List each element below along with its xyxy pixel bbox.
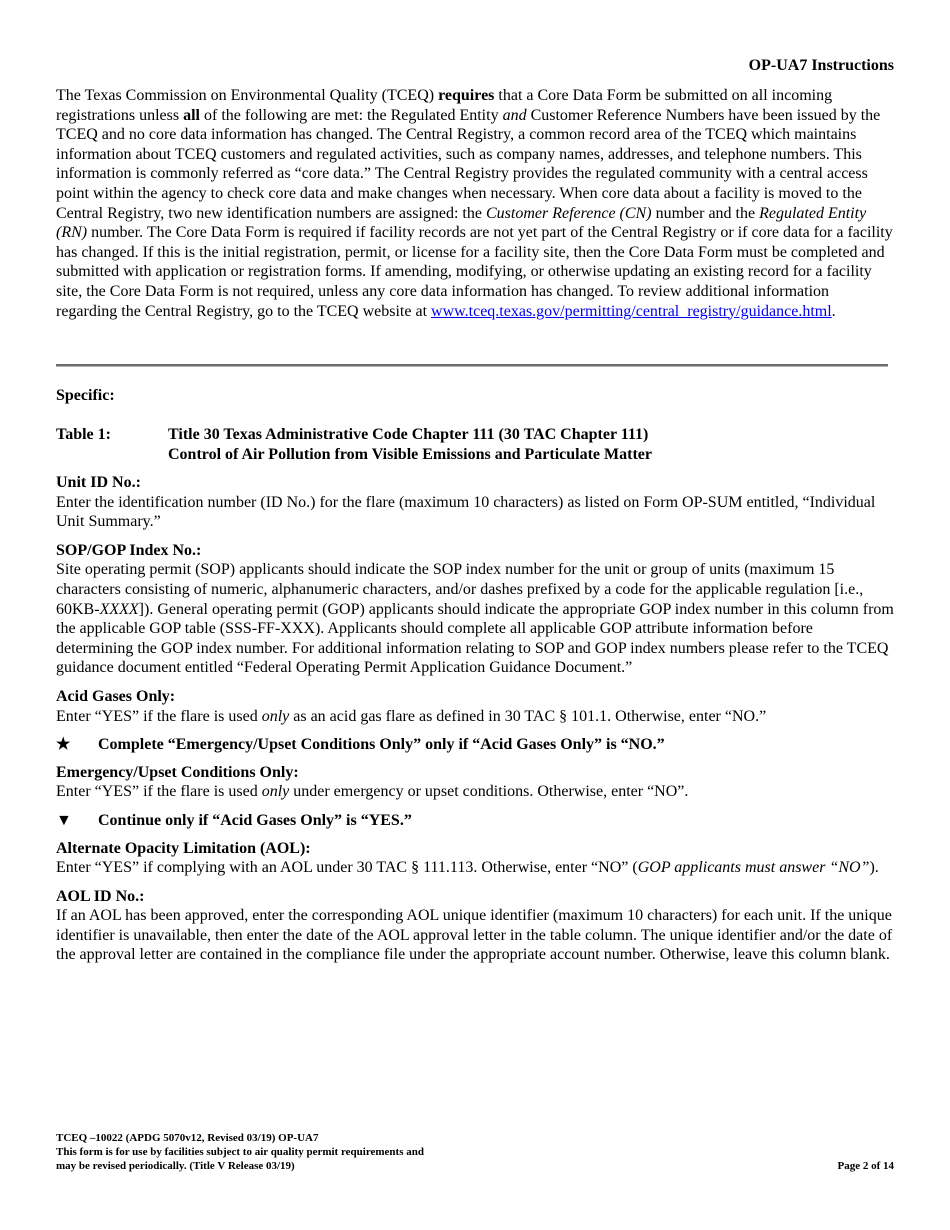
intro-text: of the following are met: the Regulated Entity bbox=[199, 106, 503, 124]
intro-text: The Texas Commission on Environmental Quality (TCEQ) bbox=[56, 87, 439, 104]
section-text: Enter “YES” if the flare is used bbox=[56, 783, 262, 801]
intro-text: that a Core Data Form be submitted on all incoming registrations unless bbox=[56, 87, 833, 124]
intro-text: Customer Reference Numbers have been issued by the TCEQ and no core data information has changed. The Central Registry, a common record area of the TCEQ which maintains information about TCEQ customers and regulated activities, such as company names, addresses, and telephone numbers. This information is commonly referred as “core data.” The Central Registry provides the regulated community with a central access point within the agency to check core data and make changes when necessary. When core data about a facility is moved to the Central Registry, two new identification numbers are assigned: the bbox=[56, 106, 881, 222]
section-heading: Alternate Opacity Limitation (AOL): bbox=[56, 839, 311, 857]
section-text: under emergency or upset conditions. Otherwise, enter “NO”. bbox=[289, 783, 689, 801]
section-text: Enter “YES” if complying with an AOL under 30 TAC § 111.113. Otherwise, enter “NO” ( bbox=[56, 859, 638, 877]
page-number: Page 2 of 14 bbox=[837, 1160, 894, 1172]
intro-term-rn: Regulated Entity (RN) bbox=[56, 204, 867, 242]
acid-gases-section bbox=[56, 687, 894, 726]
section-body bbox=[56, 560, 894, 678]
aol-section bbox=[56, 839, 894, 878]
triangle-down-icon: ▼ bbox=[56, 811, 72, 829]
unit-id-section bbox=[56, 473, 894, 532]
section-text: ). bbox=[869, 859, 879, 877]
intro-emphasis-requires: requires bbox=[438, 87, 495, 104]
specific-heading: Specific: bbox=[56, 387, 115, 404]
section-text: as an acid gas flare as defined in 30 TAC § 101.1. Otherwise, enter “NO.” bbox=[289, 707, 767, 725]
star-icon: ★ bbox=[56, 736, 71, 754]
section-body bbox=[56, 782, 894, 802]
page-header-title: OP-UA7 Instructions bbox=[748, 57, 894, 74]
table-titles bbox=[168, 425, 652, 464]
section-body: Enter the identification number (ID No.) for the flare (maximum 10 characters) as listed on Form OP-SUM entitled, “Individual Unit Summary.” bbox=[56, 493, 876, 531]
intro-term-cn: Customer Reference (CN) bbox=[485, 204, 652, 222]
intro-text: number and the bbox=[651, 204, 760, 222]
intro-text: number. The Core Data Form is required if facility records are not yet part of the Central Registry or if core data for a facility has changed. If this is the initial registration, permit, or license for a facility site, then the Core Data Form must be completed and submitted with application or registration forms. If amending, modifying, or otherwise updating an existing record for a facility site, the Core Data Form is not required, unless any core data information has changed. To review additional information regarding the Central Registry, go to the TCEQ website at bbox=[56, 224, 893, 320]
section-divider bbox=[56, 364, 888, 367]
section-italic: only bbox=[261, 783, 290, 801]
page-footer bbox=[56, 1131, 894, 1173]
section-italic: GOP applicants must answer “NO” bbox=[637, 859, 870, 877]
sop-gop-section bbox=[56, 541, 894, 678]
table-number: Table 1: bbox=[56, 426, 111, 443]
section-italic: only bbox=[261, 707, 290, 725]
section-body bbox=[56, 707, 894, 727]
intro-text: . bbox=[831, 302, 836, 320]
instruction-note bbox=[56, 811, 894, 831]
section-heading: Acid Gases Only: bbox=[56, 687, 176, 705]
instruction-note bbox=[56, 735, 894, 755]
section-text: Enter “YES” if the flare is used bbox=[56, 707, 262, 725]
central-registry-link[interactable]: www.tceq.texas.gov/permitting/central_registry/guidance.html bbox=[431, 302, 832, 320]
note-text: Complete “Emergency/Upset Conditions Only” only if “Acid Gases Only” is “NO.” bbox=[98, 736, 665, 754]
note-text: Continue only if “Acid Gases Only” is “YES.” bbox=[98, 811, 412, 829]
section-text: Site operating permit (SOP) applicants should indicate the SOP index number for the unit or group of units (maximum 15 characters consisting of numeric, alphanumeric characters, and/or dashes prefixed by a code for the applicable regulation [i.e., 60KB- bbox=[56, 561, 864, 618]
intro-emphasis-and: and bbox=[502, 106, 527, 124]
section-heading: Unit ID No.: bbox=[56, 474, 141, 491]
section-body bbox=[56, 858, 894, 878]
field-instructions bbox=[56, 473, 894, 974]
section-body: If an AOL has been approved, enter the corresponding AOL unique identifier (maximum 10 characters) for each unit. If the unique identifier is unavailable, then enter the date of the AOL approval letter in the table column. The unique identifier and/or the date of the approval letter are contained in the compliance file under the appropriate account number. Otherwise, leave this column blank. bbox=[56, 907, 893, 964]
intro-emphasis-all: all bbox=[183, 106, 200, 124]
aol-id-section bbox=[56, 887, 894, 965]
footer-usage-note: This form is for use by facilities subject to air quality permit requirements and bbox=[56, 1146, 424, 1158]
section-text: ]). General operating permit (GOP) applicants should indicate the appropriate GOP index number in this column from the applicable GOP table (SSS-FF-XXX). Applicants should complete all applicable GOP attribute information before determining the GOP index number. For additional information relating to SOP and GOP index numbers please refer to the TCEQ guidance document entitled “Federal Operating Permit Application Guidance Document.” bbox=[56, 600, 894, 677]
section-heading: AOL ID No.: bbox=[56, 887, 145, 905]
section-heading: SOP/GOP Index No.: bbox=[56, 541, 202, 559]
section-italic: XXXX bbox=[99, 600, 139, 618]
footer-release: may be revised periodically. (Title V Release 03/19) bbox=[56, 1160, 295, 1172]
footer-form-id: TCEQ –10022 (APDG 5070v12, Revised 03/19) OP-UA7 bbox=[56, 1132, 319, 1144]
emergency-upset-section bbox=[56, 763, 894, 802]
table-title-line2: Control of Air Pollution from Visible Emissions and Particulate Matter bbox=[168, 445, 652, 463]
section-heading: Emergency/Upset Conditions Only: bbox=[56, 763, 299, 781]
intro-paragraph bbox=[56, 86, 894, 321]
table-title-line1: Title 30 Texas Administrative Code Chapter 111 (30 TAC Chapter 111) bbox=[168, 426, 649, 443]
